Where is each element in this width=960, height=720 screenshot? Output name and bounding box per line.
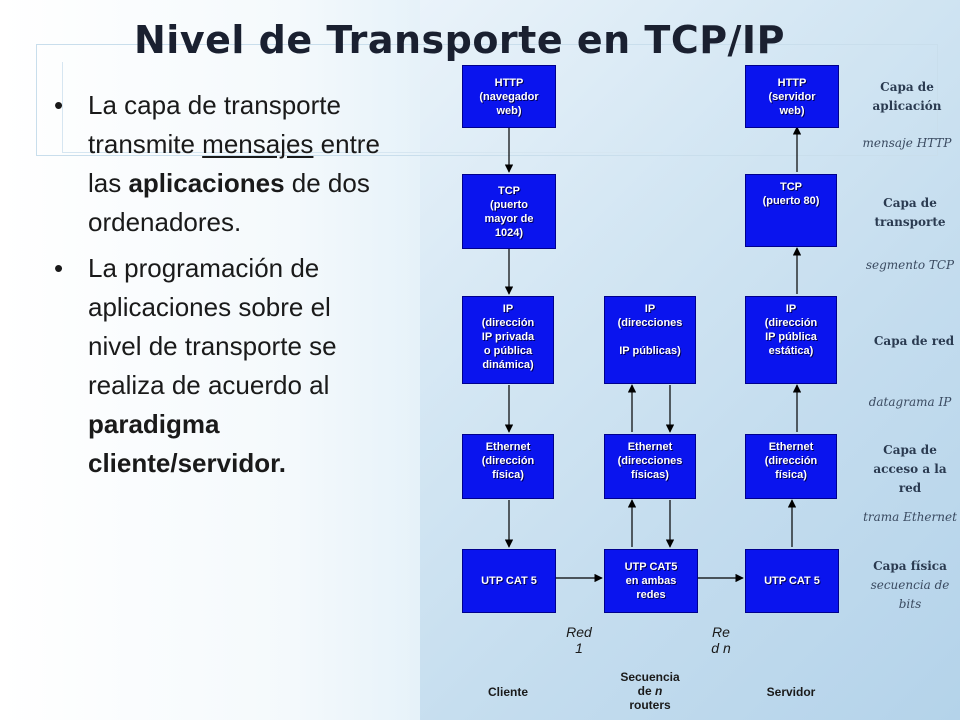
client-http-box: HTTP (navegador web): [462, 65, 556, 128]
slide-title: Nivel de Transporte en TCP/IP: [134, 18, 785, 62]
routers-utp-box: UTP CAT5 en ambas redes: [604, 549, 698, 613]
bullet-text: La capa de transporte transmite mensajes entre las aplicaciones de dos ordenadores.: [88, 90, 380, 237]
routers-ip-box: IP (direcciones IP públicas): [604, 296, 696, 384]
bottom-label-client: Cliente: [487, 685, 528, 699]
side-label-transport-layer: Capa de transporte: [874, 196, 946, 229]
client-ip-box: IP (dirección IP privada o pública dinámica): [462, 296, 554, 384]
client-utp-box: UTP CAT 5: [462, 549, 556, 613]
server-utp-box: UTP CAT 5: [745, 549, 839, 613]
network-label-red1: Red 1: [566, 624, 592, 656]
bullet-dot-icon: •: [54, 253, 64, 283]
bottom-label-server: Servidor: [766, 685, 816, 699]
server-ethernet-box: Ethernet (dirección física): [745, 434, 837, 499]
network-label-redn: Re d n: [711, 624, 731, 656]
bottom-label-routers: Secuencia de n routers: [620, 670, 680, 712]
bullet-text: La programación de aplicaciones sobre el nivel de transporte se realiza de acuerdo al paradigma cliente/servidor.: [88, 253, 337, 478]
side-label-network-layer: Capa de red: [873, 334, 955, 348]
client-ethernet-box: Ethernet (dirección física): [462, 434, 554, 499]
routers-ethernet-box: Ethernet (direcciones físicas): [604, 434, 696, 499]
client-tcp-box: TCP (puerto mayor de 1024): [462, 174, 556, 249]
server-ip-box: IP (dirección IP pública estática): [745, 296, 837, 384]
side-label-physical-unit: secuencia de bits: [870, 578, 950, 611]
side-label-transport-unit: segmento TCP: [865, 258, 955, 272]
side-label-access-layer: Capa de acceso a la red: [873, 443, 947, 495]
side-label-access-unit: trama Ethernet: [863, 510, 957, 524]
side-label-app-layer: Capa de aplicación: [872, 80, 942, 113]
side-label-app-unit: mensaje HTTP: [862, 136, 952, 150]
server-tcp-box: TCP (puerto 80): [745, 174, 837, 247]
side-label-network-unit: datagrama IP: [868, 395, 952, 409]
side-label-physical-layer: Capa física: [873, 559, 947, 573]
bullet-dot-icon: •: [54, 90, 64, 120]
server-http-box: HTTP (servidor web): [745, 65, 839, 128]
